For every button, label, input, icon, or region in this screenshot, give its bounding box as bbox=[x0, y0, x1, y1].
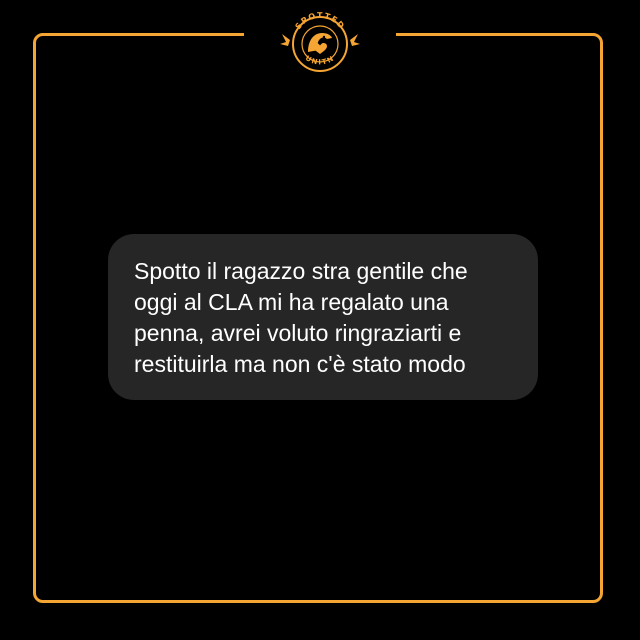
spotted-unitn-logo bbox=[272, 4, 368, 76]
message-bubble bbox=[108, 234, 538, 400]
logo-top-text: SPOTTED bbox=[293, 10, 347, 32]
message-text: Spotto il ragazzo stra gentile che oggi al CLA mi ha regalato una penna, avrei voluto ringraziarti e restituirla ma non c'è stato modo bbox=[134, 258, 468, 377]
logo-bottom-text: UNITN bbox=[303, 54, 337, 67]
eagle-heart-icon bbox=[272, 4, 368, 76]
